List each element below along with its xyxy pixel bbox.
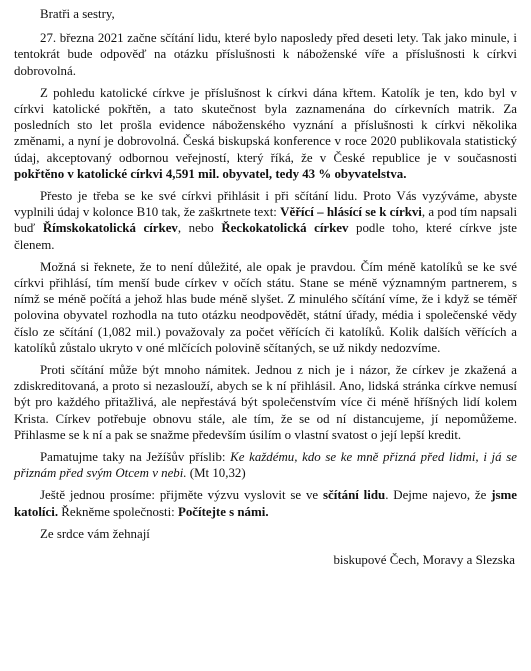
paragraph-church-membership — [14, 85, 517, 182]
paragraph-scripture — [14, 449, 517, 481]
greek-catholic-option: Řeckokatolická církev — [221, 221, 349, 236]
paragraph-text: Ještě jednou prosíme: přijměte výzvu vyslovit se ve — [40, 488, 324, 503]
catholics-highlight: jsme katolíci. — [14, 488, 518, 519]
paragraph-importance: Možná si řeknete, že to není důležité, ale opak je pravdou. Čím méně katolíků se ke své církvi přihlásí, tím menší bude církev v očích státu. Stane se méně významným partnerem, s nímž se méně počítá a jehož hlas bude méně slyšet. Z minulého sčítání víme, že i když se téměř polovina obyvatel rozhodla na tuto otázku neodpovědět, státní úřady, média i společenské vědy číslo ze sčítání (1,082 mil.) považovaly za počet věřících či katolíků. Kolik dalších věřících a katolíků zůstalo ukryto v oné mlčících polovině sčítaných, se už nikdy nedozvíme. — [14, 259, 517, 355]
scripture-quote: Ke každému, kdo se ke mně přizná před lidmi, i já se přiznám před svým Otcem v nebi. — [14, 450, 517, 481]
baptized-statistic: pokřtěno v katolické církvi 4,591 mil. obyvatel, tedy 43 % obyvatelstva. — [14, 166, 407, 181]
paragraph-call-to-action — [14, 487, 517, 519]
paragraph-text: , a pod tím napsali buď — [14, 205, 518, 236]
paragraph-text: Přesto je třeba se ke své církvi přihlásit i při sčítání lidu. Proto Vás vyzýváme, abyste vyplnili údaj v kolonce B10 tak, že zaškrtnete text: — [14, 189, 517, 220]
scripture-reference: (Mt 10,32) — [186, 466, 246, 481]
signature: biskupové Čech, Moravy a Slezska — [333, 553, 515, 568]
census-highlight: sčítání lidu — [323, 488, 386, 503]
paragraph-text: Z pohledu katolické církve je příslušnost k církvi dána křtem. Katolík je ten, kdo byl v církvi katolické pokřtěn, a tato skutečnost byla zaznamenána do církevních matrik. Za posledních sto let prošla evidence náboženského vyznání a příslušnosti k církvi několika změnami, a nyní je dobrovolná. Česká biskupská konference v roce 2020 publikovala statistický údaj, akceptovaný odbornou veřejností, který říká, že v České republice je v současnosti — [14, 85, 517, 165]
paragraph-text: . Dejme najevo, že — [385, 488, 492, 503]
checkbox-option-text: Věřící – hlásící se k církvi — [280, 205, 422, 220]
paragraph-text: , nebo — [177, 221, 222, 236]
greeting: Bratři a sestry, — [40, 7, 115, 21]
paragraph-text: podle toho, které církve jste členem. — [14, 221, 517, 252]
closing-blessing: Ze srdce vám žehnají — [40, 526, 150, 541]
paragraph-text: Pamatujme taky na Ježíšův příslib: — [40, 450, 231, 465]
paragraph-census-instructions — [14, 188, 517, 253]
count-on-us-highlight: Počítejte s námi. — [177, 504, 269, 519]
paragraph-objections: Proti sčítání může být mnoho námitek. Jednou z nich je i názor, že církev je zkažená a zdiskreditovaná, a proto si nezaslouží, abych se k ní přihlásil. Ano, lidská stránka církve nemusí být pro každého přitažlivá, ale nepřestává být společenstvím více či méně hříšných lidí kolem Krista. Církev potřebuje obnovu stále, ale tím, že se od ní distancujeme, jí nepomůžeme. Přihlasme se k ní a pak se snažme především úsilím o vlastní svatost o její lepší kredit. — [14, 363, 517, 442]
paragraph-text: Řekněme společnosti: — [58, 504, 178, 519]
roman-catholic-option: Římskokatolická církev — [42, 221, 178, 236]
paragraph-census-intro: 27. března 2021 začne sčítání lidu, které bylo naposledy před deseti lety. Tak jako minule, i tentokrát bude odpověď na otázku příslušnosti k náboženské víře a příslušnosti k církvi dobrovolná. — [14, 31, 517, 78]
